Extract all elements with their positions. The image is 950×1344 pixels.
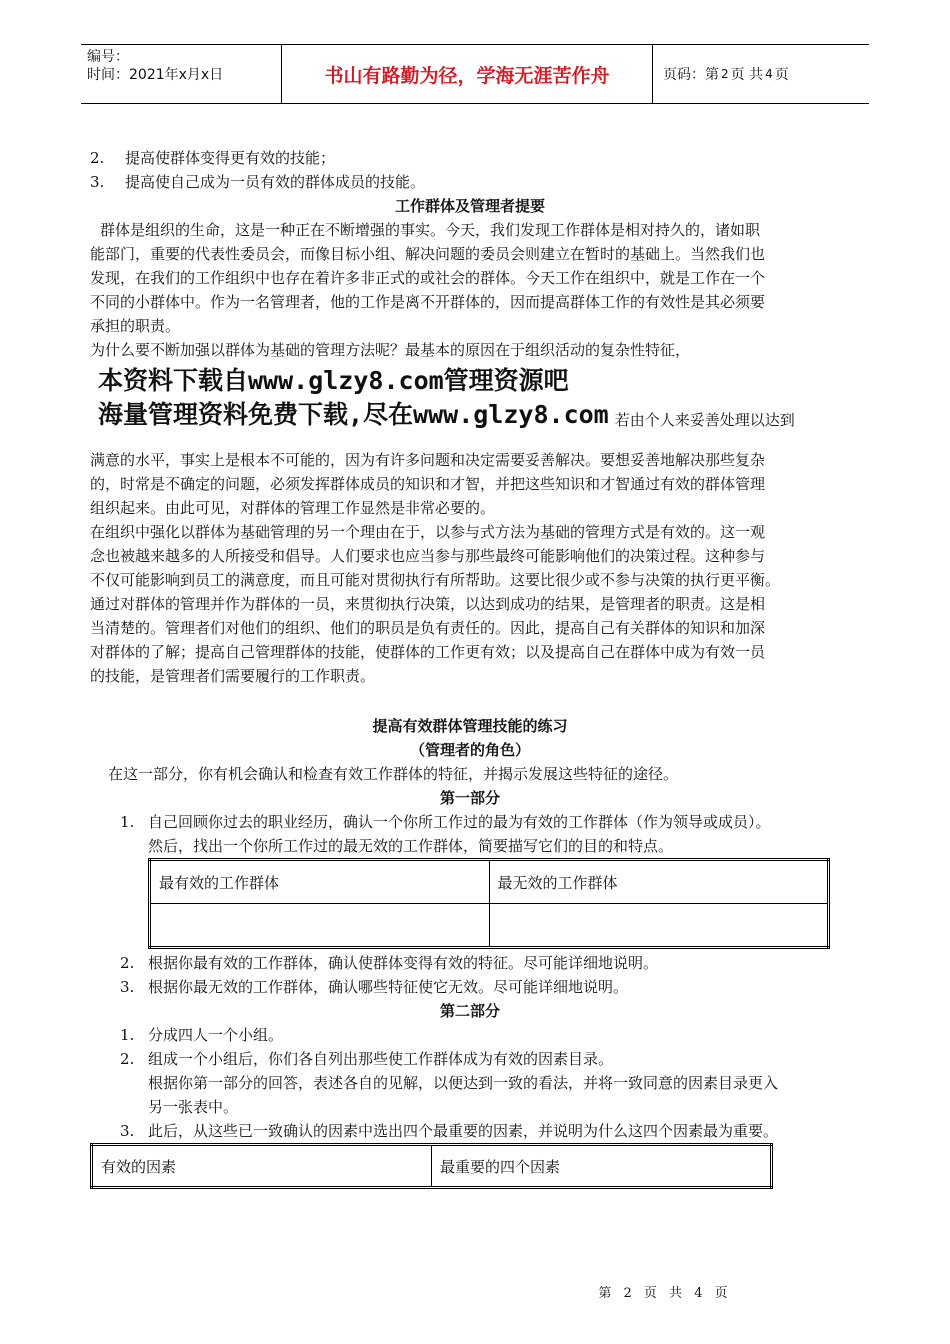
page-suffix: 页 xyxy=(774,67,789,83)
group-comparison-table xyxy=(148,858,830,949)
paragraph-line: 不同的小群体中。作为一名管理者，他的工作是离不开群体的，因而提高群体工作的有效性是其必须要 xyxy=(90,293,766,311)
list-item xyxy=(90,951,850,975)
list-text: 提高使自己成为一员有效的群体成员的技能。 xyxy=(125,173,426,191)
list-text: 此后，从这些已一致确认的因素中选出四个最重要的因素，并说明为什么这四个因素最为重要。 xyxy=(148,1122,779,1140)
part-title: 第二部分 xyxy=(439,1002,500,1020)
list-item xyxy=(90,1047,850,1071)
paragraph xyxy=(90,448,850,520)
paragraph-line: 当清楚的。管理者们对他们的组织、他们的职员是负有责任的。因此，提高自己有关群体的知识和加深 xyxy=(90,619,766,637)
list-text: 提高使群体变得更有效的技能； xyxy=(125,149,336,167)
list-number: 1. xyxy=(120,813,135,831)
list-item-continuation: 根据你第一部分的回答，表述各自的见解，以便达到一致的看法，并将一致同意的因素目录更入 xyxy=(148,1074,779,1092)
part-title: 第一部分 xyxy=(439,789,500,807)
list-item xyxy=(90,810,850,834)
table-header-cell: 最有效的工作群体 xyxy=(150,860,490,904)
watermark-line: 海量管理资料免费下载,尽在www.glzy8.com xyxy=(98,400,609,429)
paragraph-line: 发现，在我们的工作组织中也存在着许多非正式的或社会的群体。今天工作在组织中，就是工作在一个 xyxy=(90,269,766,287)
list-number: 3. xyxy=(90,173,105,191)
page-footer: 第 2 页 共 4 页 xyxy=(598,1286,732,1301)
header-left-cell xyxy=(81,45,281,103)
list-item xyxy=(90,1119,850,1143)
section-title: 工作群体及管理者提要 xyxy=(394,197,545,215)
list-text: 分成四人一个小组。 xyxy=(148,1026,284,1044)
page-mid: 页 共 xyxy=(730,67,764,83)
paragraph-line: 满意的水平，事实上是根本不可能的，因为有许多问题和决定需要妥善解决。要想妥善地解决那些复杂 xyxy=(90,451,766,469)
table-header-cell: 最重要的四个因素 xyxy=(432,1145,772,1188)
table-cell[interactable] xyxy=(150,904,490,948)
list-number: 2. xyxy=(120,954,135,972)
table-row xyxy=(150,904,829,948)
section-intro: 在这一部分，你有机会确认和检查有效工作群体的特征，并揭示发展这些特征的途径。 xyxy=(108,765,679,783)
paragraph-line: 为什么要不断加强以群体为基础的管理方法呢？最基本的原因在于组织活动的复杂性特征， xyxy=(90,341,691,359)
watermark-line: 本资料下载自www.glzy8.com管理资源吧 xyxy=(98,366,569,395)
page-total: 4 xyxy=(765,67,773,81)
factors-table xyxy=(90,1143,773,1189)
list-number: 3. xyxy=(120,978,135,996)
list-text: 自己回顾你过去的职业经历，确认一个你所工作过的最为有效的工作群体（作为领导或成员）。 xyxy=(148,813,771,831)
watermark-row xyxy=(98,398,850,432)
list-number: 2. xyxy=(120,1050,135,1068)
header-motto: 书山有路勤为径，学海无涯苦作舟 xyxy=(281,45,653,103)
table-header-cell: 有效的因素 xyxy=(92,1145,432,1188)
list-item xyxy=(90,1023,850,1047)
list-number: 3. xyxy=(120,1122,135,1140)
section-subtitle: （管理者的角色） xyxy=(409,741,530,759)
header-id-label: 编号： xyxy=(87,49,129,65)
list-item xyxy=(90,146,850,170)
list-item-continuation: 然后，找出一个你所工作过的最无效的工作群体，简要描写它们的目的和特点。 xyxy=(148,837,674,855)
document-body xyxy=(90,146,850,1189)
list-text: 根据你最有效的工作群体，确认使群体变得有效的特征。尽可能详细地说明。 xyxy=(148,954,659,972)
section-title: 提高有效群体管理技能的练习 xyxy=(372,717,568,735)
paragraph-line: 的，时常是不确定的问题，必须发挥群体成员的知识和才智，并把这些知识和才智通过有效的群体管理 xyxy=(90,475,766,493)
paragraph-line: 通过对群体的管理并作为群体的一员，来贯彻执行决策，以达到成功的结果，是管理者的职责。这是相 xyxy=(90,595,766,613)
list-number: 2. xyxy=(90,149,105,167)
paragraph xyxy=(90,218,850,338)
table-cell[interactable] xyxy=(489,904,829,948)
list-item xyxy=(90,170,850,194)
watermark-block xyxy=(98,364,850,432)
table-header-row xyxy=(92,1145,772,1188)
header-time-label: 时间：2021年x月x日 xyxy=(87,67,224,83)
paragraph xyxy=(90,520,850,688)
part2-list xyxy=(90,1023,850,1143)
list-number: 1. xyxy=(120,1026,135,1044)
paragraph-line: 的技能，是管理者们需要履行的工作职责。 xyxy=(90,667,376,685)
part1-list-cont xyxy=(90,951,850,999)
part1-list xyxy=(90,810,850,858)
list-text: 根据你最无效的工作群体，确认哪些特征使它无效。尽可能详细地说明。 xyxy=(148,978,629,996)
paragraph-tail: 若由个人来妥善处理以达到 xyxy=(614,411,795,429)
list-text: 组成一个小组后，你们各自列出那些使工作群体成为有效的因素目录。 xyxy=(148,1050,614,1068)
header-page-info xyxy=(653,45,869,103)
paragraph-line: 群体是组织的生命，这是一种正在不断增强的事实。今天，我们发现工作群体是相对持久的，诸如职 xyxy=(100,221,761,239)
paragraph-line: 组织起来。由此可见，对群体的管理工作显然是非常必要的。 xyxy=(90,499,496,517)
page-number: 2 xyxy=(721,67,729,81)
paragraph-line: 在组织中强化以群体为基础管理的另一个理由在于，以参与式方法为基础的管理方式是有效的。这一观 xyxy=(90,523,766,541)
paragraph-line: 承担的职责。 xyxy=(90,317,181,335)
paragraph-line: 不仅可能影响到员工的满意度，而且可能对贯彻执行有所帮助。这要比很少或不参与决策的执行更平衡。 xyxy=(90,571,781,589)
table-header-row xyxy=(150,860,829,904)
list-item xyxy=(90,975,850,999)
paragraph-line: 念也被越来越多的人所接受和倡导。人们要求也应当参与那些最终可能影响他们的决策过程。这种参与 xyxy=(90,547,766,565)
intro-list xyxy=(90,146,850,194)
paragraph-line: 能部门，重要的代表性委员会，而像目标小组、解决问题的委员会则建立在暂时的基础上。当然我们也 xyxy=(90,245,766,263)
page-prefix: 页码：第 xyxy=(663,67,719,83)
table-header-cell: 最无效的工作群体 xyxy=(489,860,829,904)
list-item-continuation: 另一张表中。 xyxy=(148,1098,239,1116)
page-header xyxy=(81,44,869,104)
paragraph-line: 对群体的了解；提高自己管理群体的技能，使群体的工作更有效；以及提高自己在群体中成为有效一员 xyxy=(90,643,766,661)
